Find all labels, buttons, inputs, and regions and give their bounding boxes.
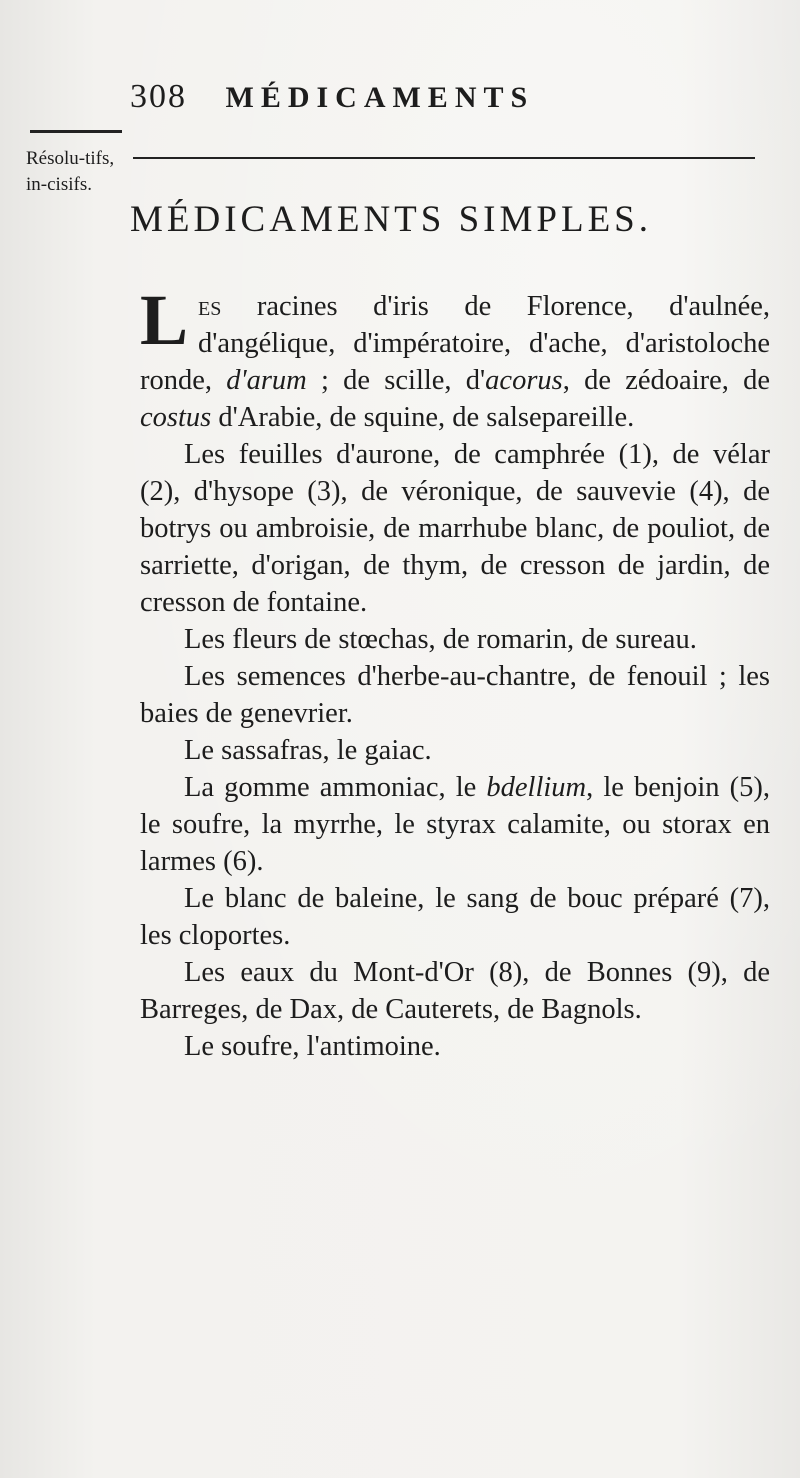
text-span: d'Arabie, de squine, de salsepareille. bbox=[211, 402, 635, 433]
italic-term: d'arum bbox=[226, 365, 307, 396]
paragraph-leaves: Les feuilles d'aurone, de camphrée (1), de vélar (2), d'hysope (3), de véronique, de sauvevie (4), de botrys ou ambroisie, de marrhube blanc, de pouliot, de sarriette, d'origan, de thym, de cresson de jardin, de cresson de fontaine. bbox=[140, 439, 770, 618]
section-title: MÉDICAMENTS SIMPLES. bbox=[130, 199, 652, 240]
small-caps-text: es bbox=[198, 291, 222, 322]
margin-note: Résolu-tifs, in-cisifs. bbox=[26, 148, 115, 195]
text-span: racines d'iris de Florence, d'aulnée, d'angélique, d'impératoire, d'ache, d'aristoloche ronde, bbox=[140, 291, 770, 396]
italic-term: acorus bbox=[485, 365, 563, 396]
paragraph-flowers: Les fleurs de stœchas, de romarin, de sureau. bbox=[184, 624, 697, 655]
page-header bbox=[130, 78, 534, 116]
paragraph-gums bbox=[140, 769, 770, 880]
paragraph-woods: Le sassafras, le gaiac. bbox=[184, 735, 432, 766]
paragraph-waters: Les eaux du Mont-d'Or (8), de Bonnes (9), de Barreges, de Dax, de Cauterets, de Bagnols. bbox=[140, 957, 770, 1025]
italic-term: costus bbox=[140, 402, 212, 433]
drop-cap: L bbox=[140, 280, 189, 360]
italic-term: bdellium bbox=[486, 772, 587, 803]
paragraph-roots bbox=[140, 280, 771, 436]
running-title: MÉDICAMENTS bbox=[225, 81, 535, 114]
page-number: 308 bbox=[130, 78, 187, 115]
paragraph-minerals: Le soufre, l'antimoine. bbox=[184, 1031, 441, 1062]
body-text bbox=[140, 280, 771, 1065]
margin-rule bbox=[30, 130, 122, 133]
text-span: ; de scille, d' bbox=[306, 365, 486, 396]
paragraph-seeds: Les semences d'herbe-au-chantre, de fenouil ; les baies de genevrier. bbox=[140, 661, 770, 729]
text-span: , le benjoin (5), le soufre, la myrrhe, le styrax calamite, ou storax en larmes (6). bbox=[140, 772, 770, 877]
header-rule bbox=[133, 157, 755, 159]
text-span: , de zédoaire, de bbox=[562, 365, 771, 396]
paragraph-animal: Le blanc de baleine, le sang de bouc préparé (7), les cloportes. bbox=[140, 883, 770, 951]
text-span: La gomme ammoniac, le bbox=[184, 772, 487, 803]
